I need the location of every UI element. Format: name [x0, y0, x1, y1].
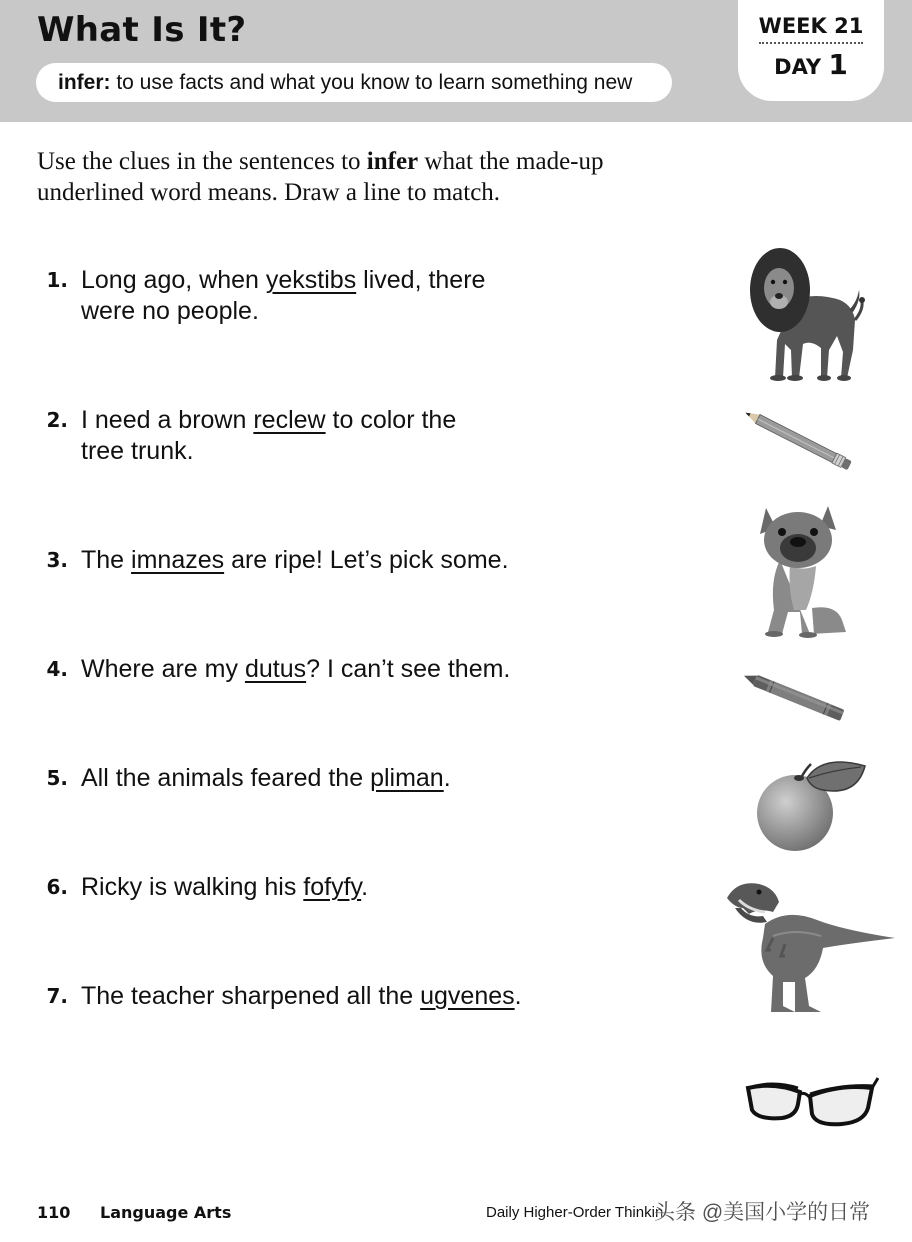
day-label [738, 48, 884, 81]
dog-picture [750, 500, 852, 638]
text-after: . [443, 764, 451, 792]
made-up-word: fofyfy [303, 873, 362, 901]
week-day-tab [738, 0, 884, 101]
instructions-bold: infer [366, 148, 419, 175]
text-after: . [514, 982, 522, 1010]
day-number: 1 [828, 48, 848, 81]
made-up-word: reclew [253, 406, 326, 434]
question-number: 1. [46, 268, 68, 292]
question-text [81, 265, 536, 327]
question-number: 3. [46, 548, 68, 572]
question-1 [36, 265, 536, 327]
dinosaur-picture [725, 878, 897, 1018]
crayon-picture [736, 668, 852, 724]
watermark: 头条 @美国小学的日常 [654, 1201, 871, 1224]
glasses-picture [744, 1064, 879, 1130]
question-number: 4. [46, 657, 68, 681]
text-before: Long ago, when [81, 266, 266, 294]
footer-book-title: Daily Higher-Order Thinkin [486, 1204, 664, 1221]
question-2 [36, 405, 476, 467]
week-label: WEEK 21 [759, 14, 864, 44]
question-4 [36, 654, 536, 685]
definition-text: to use facts and what you know to learn something new [110, 71, 633, 94]
question-number: 5. [46, 766, 68, 790]
text-after: ? I can’t see them. [306, 655, 511, 683]
question-6 [36, 872, 536, 903]
question-text [81, 763, 536, 794]
instructions-after: what the made-up underlined word means. Draw a line to match. [37, 148, 604, 206]
made-up-word: pliman [370, 764, 444, 792]
question-text [81, 981, 536, 1012]
made-up-word: dutus [244, 655, 307, 683]
text-before: All the animals feared the [81, 764, 371, 792]
instructions-before: Use the clues in the sentences to [37, 148, 367, 175]
page-title: What Is It? [37, 10, 247, 50]
text-before: The [81, 546, 132, 574]
lion-picture [745, 240, 865, 382]
text-before: I need a brown [81, 406, 254, 434]
orange-picture [753, 756, 871, 856]
text-after: lived, there were no people. [81, 266, 486, 325]
text-after: to color the tree trunk. [81, 406, 457, 465]
instructions [37, 146, 677, 208]
definition-term: infer: [58, 71, 111, 94]
question-text [81, 654, 536, 685]
text-after: . [361, 873, 369, 901]
made-up-word: imnazes [131, 546, 225, 574]
question-text [81, 545, 536, 576]
text-before: The teacher sharpened all the [81, 982, 421, 1010]
question-7 [36, 981, 536, 1012]
question-3 [36, 545, 536, 576]
question-5 [36, 763, 536, 794]
text-before: Ricky is walking his [81, 873, 304, 901]
question-number: 7. [46, 984, 68, 1008]
question-text [81, 405, 476, 467]
header-band [0, 0, 912, 122]
made-up-word: yekstibs [265, 266, 357, 294]
question-text [81, 872, 536, 903]
pencil-picture [735, 404, 860, 474]
text-before: Where are my [81, 655, 245, 683]
question-number: 6. [46, 875, 68, 899]
made-up-word: ugvenes [420, 982, 515, 1010]
day-prefix: DAY [774, 55, 829, 79]
footer-subject: Language Arts [100, 1203, 232, 1222]
definition-box [36, 63, 672, 102]
question-number: 2. [46, 408, 68, 432]
text-after: are ripe! Let’s pick some. [224, 546, 509, 574]
page-number: 110 [37, 1203, 71, 1222]
